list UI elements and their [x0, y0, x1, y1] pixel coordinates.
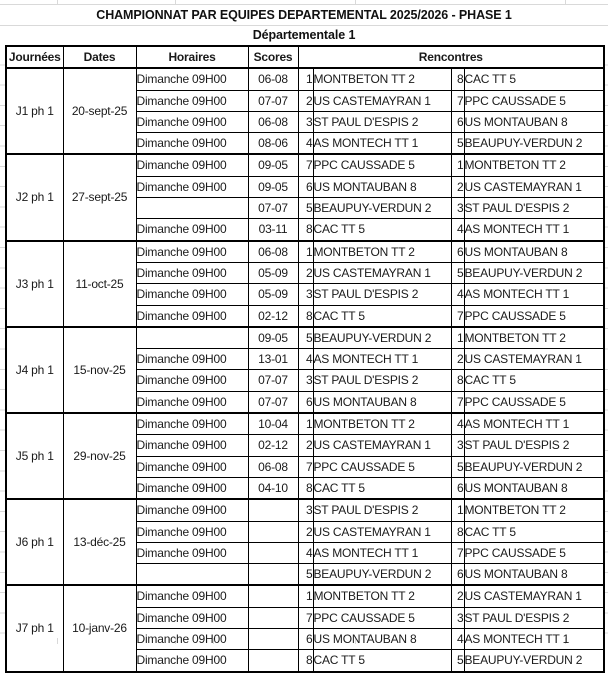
team-number-cell[interactable]: 4 [451, 219, 464, 241]
team-number-cell[interactable]: 2 [298, 90, 313, 111]
horaire-cell[interactable]: Dimanche 09H00 [136, 499, 248, 521]
team-number-cell[interactable]: 2 [298, 435, 313, 456]
team-number-cell[interactable]: 4 [298, 349, 313, 370]
team-number-cell[interactable]: 4 [451, 413, 464, 435]
team-number-cell[interactable]: 5 [451, 262, 464, 283]
date-cell[interactable]: 13-déc-25 [63, 499, 136, 585]
horaire-cell[interactable]: Dimanche 09H00 [136, 435, 248, 456]
team-name-cell[interactable]: US MONTAUBAN 8 [464, 111, 604, 132]
schedule-table [5, 45, 605, 673]
column-header-rencontres[interactable]: Rencontres [298, 46, 604, 68]
team-name-cell[interactable]: US MONTAUBAN 8 [464, 564, 604, 586]
header-row [6, 46, 604, 68]
journee-cell[interactable]: J5 ph 1 [6, 413, 63, 499]
team-number-cell[interactable]: 6 [451, 241, 464, 263]
team-number-cell[interactable]: 7 [451, 305, 464, 327]
team-name-cell[interactable]: PPC CAUSSADE 5 [464, 542, 604, 563]
team-number-cell[interactable]: 1 [451, 499, 464, 521]
team-name-cell[interactable]: MONTBETON TT 2 [464, 327, 604, 349]
horaire-cell[interactable] [136, 327, 248, 349]
team-name-cell[interactable]: PPC CAUSSADE 5 [313, 607, 451, 628]
journee-cell[interactable]: J3 ph 1 [6, 241, 63, 327]
team-name-cell[interactable]: US CASTEMAYRAN 1 [464, 349, 604, 370]
team-number-cell[interactable]: 8 [451, 521, 464, 542]
team-number-cell[interactable]: 5 [298, 198, 313, 219]
score-cell[interactable]: 03-11 [248, 219, 298, 241]
match-row [6, 241, 604, 263]
team-number-cell[interactable]: 4 [451, 284, 464, 305]
team-number-cell[interactable]: 2 [298, 262, 313, 283]
horaire-cell[interactable]: Dimanche 09H00 [136, 650, 248, 672]
score-cell[interactable]: 09-05 [248, 327, 298, 349]
score-cell[interactable]: 06-08 [248, 456, 298, 477]
team-name-cell[interactable]: US MONTAUBAN 8 [313, 176, 451, 197]
horaire-cell[interactable]: Dimanche 09H00 [136, 176, 248, 197]
score-cell[interactable] [248, 499, 298, 521]
score-cell[interactable] [248, 542, 298, 563]
team-number-cell[interactable]: 8 [298, 477, 313, 499]
team-number-cell[interactable]: 3 [451, 198, 464, 219]
team-name-cell[interactable]: CAC TT 5 [464, 68, 604, 90]
team-name-cell[interactable]: US CASTEMAYRAN 1 [464, 176, 604, 197]
team-number-cell[interactable]: 4 [298, 542, 313, 563]
match-row [6, 585, 604, 607]
date-cell[interactable]: 20-sept-25 [63, 68, 136, 154]
team-number-cell[interactable]: 1 [298, 241, 313, 263]
team-name-cell[interactable]: BEAUPUY-VERDUN 2 [313, 198, 451, 219]
score-cell[interactable]: 08-06 [248, 133, 298, 155]
team-number-cell[interactable]: 7 [298, 154, 313, 176]
team-name-cell[interactable]: US CASTEMAYRAN 1 [313, 435, 451, 456]
team-number-cell[interactable]: 8 [451, 68, 464, 90]
team-number-cell[interactable]: 2 [451, 585, 464, 607]
score-cell[interactable] [248, 650, 298, 672]
team-number-cell[interactable]: 3 [451, 607, 464, 628]
team-name-cell[interactable]: ST PAUL D'ESPIS 2 [313, 111, 451, 132]
team-name-cell[interactable]: MONTBETON TT 2 [464, 499, 604, 521]
team-number-cell[interactable]: 6 [298, 391, 313, 413]
date-cell[interactable]: 27-sept-25 [63, 154, 136, 240]
team-name-cell[interactable]: US MONTAUBAN 8 [313, 629, 451, 650]
team-number-cell[interactable]: 8 [298, 650, 313, 672]
team-name-cell[interactable]: AS MONTECH TT 1 [464, 219, 604, 241]
score-cell[interactable] [248, 585, 298, 607]
team-name-cell[interactable]: AS MONTECH TT 1 [464, 284, 604, 305]
column-header-horaires[interactable]: Horaires [136, 46, 248, 68]
team-name-cell[interactable]: MONTBETON TT 2 [313, 241, 451, 263]
team-name-cell[interactable]: ST PAUL D'ESPIS 2 [464, 435, 604, 456]
team-name-cell[interactable]: BEAUPUY-VERDUN 2 [313, 564, 451, 586]
team-name-cell[interactable]: MONTBETON TT 2 [313, 413, 451, 435]
journee-cell[interactable]: J1 ph 1 [6, 68, 63, 154]
team-name-cell[interactable]: BEAUPUY-VERDUN 2 [464, 650, 604, 672]
team-name-cell[interactable]: US CASTEMAYRAN 1 [313, 90, 451, 111]
horaire-cell[interactable]: Dimanche 09H00 [136, 456, 248, 477]
team-name-cell[interactable]: BEAUPUY-VERDUN 2 [464, 133, 604, 155]
horaire-cell[interactable]: Dimanche 09H00 [136, 90, 248, 111]
date-cell[interactable]: 29-nov-25 [63, 413, 136, 499]
score-cell[interactable]: 04-10 [248, 477, 298, 499]
horaire-cell[interactable]: Dimanche 09H00 [136, 370, 248, 391]
score-cell[interactable] [248, 629, 298, 650]
match-row [6, 154, 604, 176]
team-name-cell[interactable]: CAC TT 5 [464, 521, 604, 542]
team-number-cell[interactable]: 6 [451, 564, 464, 586]
score-cell[interactable]: 07-07 [248, 391, 298, 413]
team-number-cell[interactable]: 3 [298, 284, 313, 305]
team-name-cell[interactable]: AS MONTECH TT 1 [313, 542, 451, 563]
team-name-cell[interactable]: US CASTEMAYRAN 1 [313, 521, 451, 542]
horaire-cell[interactable]: Dimanche 09H00 [136, 391, 248, 413]
horaire-cell[interactable]: Dimanche 09H00 [136, 133, 248, 155]
horaire-cell[interactable]: Dimanche 09H00 [136, 413, 248, 435]
column-header-dates[interactable]: Dates [63, 46, 136, 68]
team-number-cell[interactable]: 5 [451, 133, 464, 155]
team-number-cell[interactable]: 3 [298, 370, 313, 391]
score-cell[interactable]: 07-07 [248, 198, 298, 219]
match-row [6, 327, 604, 349]
team-name-cell[interactable]: MONTBETON TT 2 [313, 585, 451, 607]
team-name-cell[interactable]: CAC TT 5 [313, 650, 451, 672]
team-name-cell[interactable]: BEAUPUY-VERDUN 2 [464, 456, 604, 477]
date-cell[interactable]: 11-oct-25 [63, 241, 136, 327]
team-number-cell[interactable]: 1 [298, 585, 313, 607]
horaire-cell[interactable]: Dimanche 09H00 [136, 68, 248, 90]
team-number-cell[interactable]: 5 [451, 650, 464, 672]
team-name-cell[interactable]: CAC TT 5 [464, 370, 604, 391]
team-number-cell[interactable]: 8 [298, 305, 313, 327]
team-name-cell[interactable]: PPC CAUSSADE 5 [464, 391, 604, 413]
division-title: Départementale 1 [252, 28, 356, 42]
score-cell[interactable]: 07-07 [248, 370, 298, 391]
date-cell[interactable]: 10-janv-26 [63, 585, 136, 671]
team-name-cell[interactable]: ST PAUL D'ESPIS 2 [464, 607, 604, 628]
team-number-cell[interactable]: 7 [451, 391, 464, 413]
team-number-cell[interactable]: 5 [298, 564, 313, 586]
horaire-cell[interactable]: Dimanche 09H00 [136, 154, 248, 176]
match-row [6, 499, 604, 521]
score-cell[interactable]: 07-07 [248, 90, 298, 111]
score-cell[interactable]: 09-05 [248, 176, 298, 197]
score-cell[interactable] [248, 521, 298, 542]
score-cell[interactable]: 05-09 [248, 262, 298, 283]
horaire-cell[interactable]: Dimanche 09H00 [136, 284, 248, 305]
team-number-cell[interactable]: 6 [451, 111, 464, 132]
team-number-cell[interactable]: 4 [451, 629, 464, 650]
score-cell[interactable] [248, 564, 298, 586]
team-number-cell[interactable]: 2 [451, 176, 464, 197]
team-name-cell[interactable]: ST PAUL D'ESPIS 2 [464, 198, 604, 219]
team-number-cell[interactable]: 6 [298, 629, 313, 650]
team-name-cell[interactable]: MONTBETON TT 2 [464, 154, 604, 176]
score-cell[interactable]: 05-09 [248, 284, 298, 305]
championship-title: CHAMPIONNAT PAR EQUIPES DEPARTEMENTAL 2025/2026 - PHASE 1 [96, 8, 512, 22]
horaire-cell[interactable] [136, 198, 248, 219]
horaire-cell[interactable]: Dimanche 09H00 [136, 521, 248, 542]
horaire-cell[interactable]: Dimanche 09H00 [136, 241, 248, 263]
column-header-journees[interactable]: Journées [6, 46, 63, 68]
horaire-cell[interactable]: Dimanche 09H00 [136, 111, 248, 132]
score-cell[interactable]: 13-01 [248, 349, 298, 370]
score-cell[interactable]: 10-04 [248, 413, 298, 435]
team-number-cell[interactable]: 1 [451, 327, 464, 349]
horaire-cell[interactable]: Dimanche 09H00 [136, 585, 248, 607]
team-name-cell[interactable]: ST PAUL D'ESPIS 2 [313, 499, 451, 521]
team-number-cell[interactable]: 7 [451, 542, 464, 563]
team-number-cell[interactable]: 7 [298, 607, 313, 628]
column-header-scores[interactable]: Scores [248, 46, 298, 68]
journee-cell[interactable]: J7 ph 1 [6, 585, 63, 671]
team-name-cell[interactable]: CAC TT 5 [313, 305, 451, 327]
team-number-cell[interactable]: 7 [451, 90, 464, 111]
horaire-cell[interactable]: Dimanche 09H00 [136, 262, 248, 283]
team-number-cell[interactable]: 8 [451, 370, 464, 391]
team-name-cell[interactable]: US CASTEMAYRAN 1 [313, 262, 451, 283]
team-number-cell[interactable]: 4 [298, 133, 313, 155]
horaire-cell[interactable]: Dimanche 09H00 [136, 349, 248, 370]
team-number-cell[interactable]: 2 [298, 521, 313, 542]
horaire-cell[interactable]: Dimanche 09H00 [136, 219, 248, 241]
team-number-cell[interactable]: 1 [451, 154, 464, 176]
score-cell[interactable]: 02-12 [248, 435, 298, 456]
team-name-cell[interactable]: US MONTAUBAN 8 [313, 391, 451, 413]
horaire-cell[interactable]: Dimanche 09H00 [136, 607, 248, 628]
score-cell[interactable]: 06-08 [248, 241, 298, 263]
team-name-cell[interactable]: US CASTEMAYRAN 1 [464, 585, 604, 607]
team-number-cell[interactable]: 5 [451, 456, 464, 477]
team-number-cell[interactable]: 2 [451, 349, 464, 370]
team-number-cell[interactable]: 6 [451, 477, 464, 499]
team-number-cell[interactable]: 8 [298, 219, 313, 241]
team-name-cell[interactable]: US MONTAUBAN 8 [464, 477, 604, 499]
team-number-cell[interactable]: 3 [298, 111, 313, 132]
team-name-cell[interactable]: PPC CAUSSADE 5 [313, 154, 451, 176]
team-name-cell[interactable]: ST PAUL D'ESPIS 2 [313, 370, 451, 391]
team-number-cell[interactable]: 3 [298, 499, 313, 521]
journee-cell[interactable]: J6 ph 1 [6, 499, 63, 585]
team-name-cell[interactable]: AS MONTECH TT 1 [313, 133, 451, 155]
team-name-cell[interactable]: BEAUPUY-VERDUN 2 [464, 262, 604, 283]
journee-cell[interactable]: J4 ph 1 [6, 327, 63, 413]
score-cell[interactable]: 06-08 [248, 68, 298, 90]
score-cell[interactable]: 09-05 [248, 154, 298, 176]
journee-cell[interactable]: J2 ph 1 [6, 154, 63, 240]
horaire-cell[interactable]: Dimanche 09H00 [136, 305, 248, 327]
team-number-cell[interactable]: 1 [298, 68, 313, 90]
team-name-cell[interactable]: AS MONTECH TT 1 [464, 413, 604, 435]
team-number-cell[interactable]: 5 [298, 327, 313, 349]
horaire-cell[interactable]: Dimanche 09H00 [136, 542, 248, 563]
team-name-cell[interactable]: US MONTAUBAN 8 [464, 241, 604, 263]
team-name-cell[interactable]: BEAUPUY-VERDUN 2 [313, 327, 451, 349]
team-name-cell[interactable]: CAC TT 5 [313, 477, 451, 499]
match-row [6, 68, 604, 90]
team-name-cell[interactable]: PPC CAUSSADE 5 [313, 456, 451, 477]
team-number-cell[interactable]: 3 [451, 435, 464, 456]
team-number-cell[interactable]: 7 [298, 456, 313, 477]
team-name-cell[interactable]: ST PAUL D'ESPIS 2 [313, 284, 451, 305]
team-number-cell[interactable]: 1 [298, 413, 313, 435]
team-name-cell[interactable]: PPC CAUSSADE 5 [464, 305, 604, 327]
team-name-cell[interactable]: AS MONTECH TT 1 [313, 349, 451, 370]
horaire-cell[interactable] [136, 564, 248, 586]
team-number-cell[interactable]: 6 [298, 176, 313, 197]
score-cell[interactable] [248, 607, 298, 628]
team-name-cell[interactable]: AS MONTECH TT 1 [464, 629, 604, 650]
score-cell[interactable]: 06-08 [248, 111, 298, 132]
team-name-cell[interactable]: CAC TT 5 [313, 219, 451, 241]
match-row [6, 413, 604, 435]
team-name-cell[interactable]: PPC CAUSSADE 5 [464, 90, 604, 111]
horaire-cell[interactable]: Dimanche 09H00 [136, 629, 248, 650]
date-cell[interactable]: 15-nov-25 [63, 327, 136, 413]
score-cell[interactable]: 02-12 [248, 305, 298, 327]
horaire-cell[interactable]: Dimanche 09H00 [136, 477, 248, 499]
team-name-cell[interactable]: MONTBETON TT 2 [313, 68, 451, 90]
